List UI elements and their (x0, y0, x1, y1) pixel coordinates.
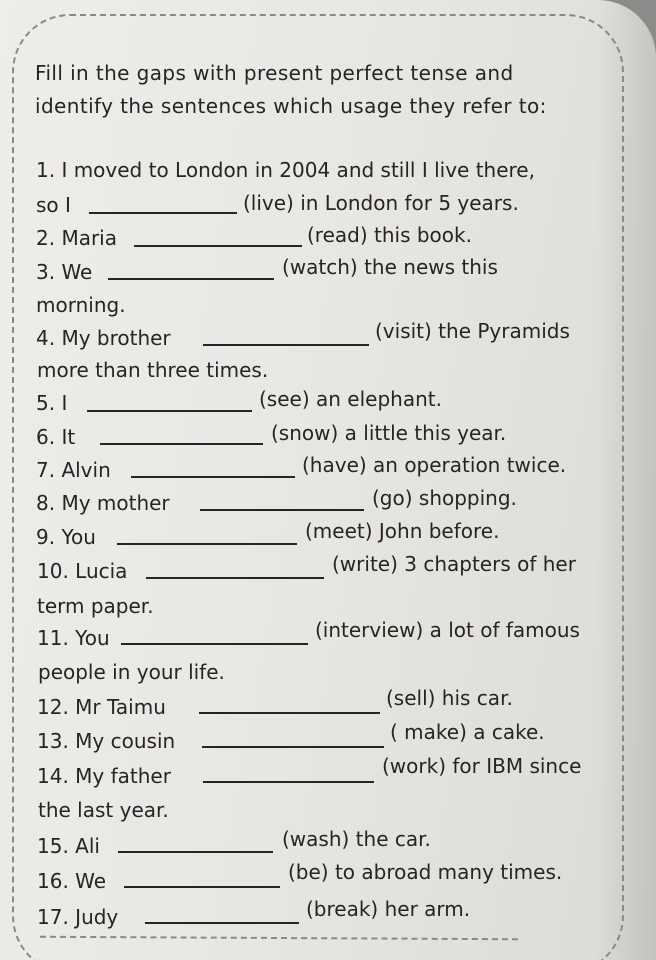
item-4-prefix: 4. My brother (36, 326, 171, 350)
item-4-blank[interactable] (203, 344, 369, 346)
item-17-prefix: 17. Judy (37, 905, 119, 929)
item-3-prefix: 3. We (36, 260, 93, 284)
item-1-prefix: so I (36, 193, 71, 217)
item-13-suffix: ( make) a cake. (390, 720, 545, 744)
item-7-blank[interactable] (131, 476, 295, 478)
item-5-blank[interactable] (87, 410, 252, 412)
item-1-suffix: (live) in London for 5 years. (243, 191, 519, 215)
item-5-suffix: (see) an elephant. (259, 387, 442, 411)
item-14-blank[interactable] (203, 781, 374, 783)
item-13-blank[interactable] (202, 746, 384, 748)
item-15-prefix: 15. Ali (37, 834, 100, 858)
item-7-prefix: 7. Alvin (36, 458, 111, 482)
item-12-blank[interactable] (199, 712, 380, 714)
item-14-continuation: the last year. (38, 798, 169, 822)
item-11-suffix: (interview) a lot of famous (315, 618, 580, 642)
item-17-blank[interactable] (145, 922, 299, 924)
item-11-continuation: people in your life. (38, 660, 225, 684)
item-16-blank[interactable] (124, 886, 280, 888)
item-9-prefix: 9. You (36, 525, 96, 549)
item-1-line-1: 1. I moved to London in 2004 and still I live there, (36, 158, 535, 182)
instructions-line-1: Fill in the gaps with present perfect tense and (35, 61, 514, 85)
item-5-prefix: 5. I (36, 391, 68, 415)
item-6-blank[interactable] (100, 443, 263, 445)
item-10-blank[interactable] (146, 577, 324, 579)
item-10-continuation: term paper. (37, 594, 154, 618)
item-8-suffix: (go) shopping. (372, 486, 517, 510)
item-8-blank[interactable] (200, 509, 364, 511)
item-2-blank[interactable] (134, 245, 302, 247)
item-15-blank[interactable] (118, 851, 273, 853)
item-4-continuation: more than three times. (37, 358, 269, 382)
item-17-suffix: (break) her arm. (306, 897, 471, 921)
item-3-continuation: morning. (36, 293, 126, 317)
item-16-prefix: 16. We (37, 869, 107, 893)
item-1-blank[interactable] (89, 212, 237, 214)
item-9-blank[interactable] (117, 543, 297, 545)
item-10-prefix: 10. Lucia (37, 559, 128, 583)
item-11-prefix: 11. You (37, 626, 110, 650)
item-10-suffix: (write) 3 chapters of her (332, 552, 576, 576)
item-12-suffix: (sell) his car. (386, 686, 513, 710)
item-4-suffix: (visit) the Pyramids (375, 319, 570, 343)
item-14-prefix: 14. My father (37, 764, 171, 788)
item-3-suffix: (watch) the news this (282, 255, 498, 279)
item-8-prefix: 8. My mother (36, 491, 170, 515)
item-12-prefix: 12. Mr Taimu (37, 695, 166, 719)
item-13-prefix: 13. My cousin (37, 729, 176, 753)
item-11-blank[interactable] (121, 643, 308, 645)
item-15-suffix: (wash) the car. (282, 827, 431, 851)
item-2-suffix: (read) this book. (307, 223, 472, 247)
item-6-suffix: (snow) a little this year. (271, 421, 507, 445)
item-3-blank[interactable] (108, 278, 274, 280)
item-7-suffix: (have) an operation twice. (302, 453, 567, 477)
item-6-prefix: 6. It (36, 425, 76, 449)
item-2-prefix: 2. Maria (36, 226, 117, 250)
item-16-suffix: (be) to abroad many times. (288, 860, 563, 884)
instructions-line-2: identify the sentences which usage they refer to: (35, 94, 547, 118)
item-9-suffix: (meet) John before. (305, 519, 500, 543)
item-14-suffix: (work) for IBM since (382, 754, 582, 778)
